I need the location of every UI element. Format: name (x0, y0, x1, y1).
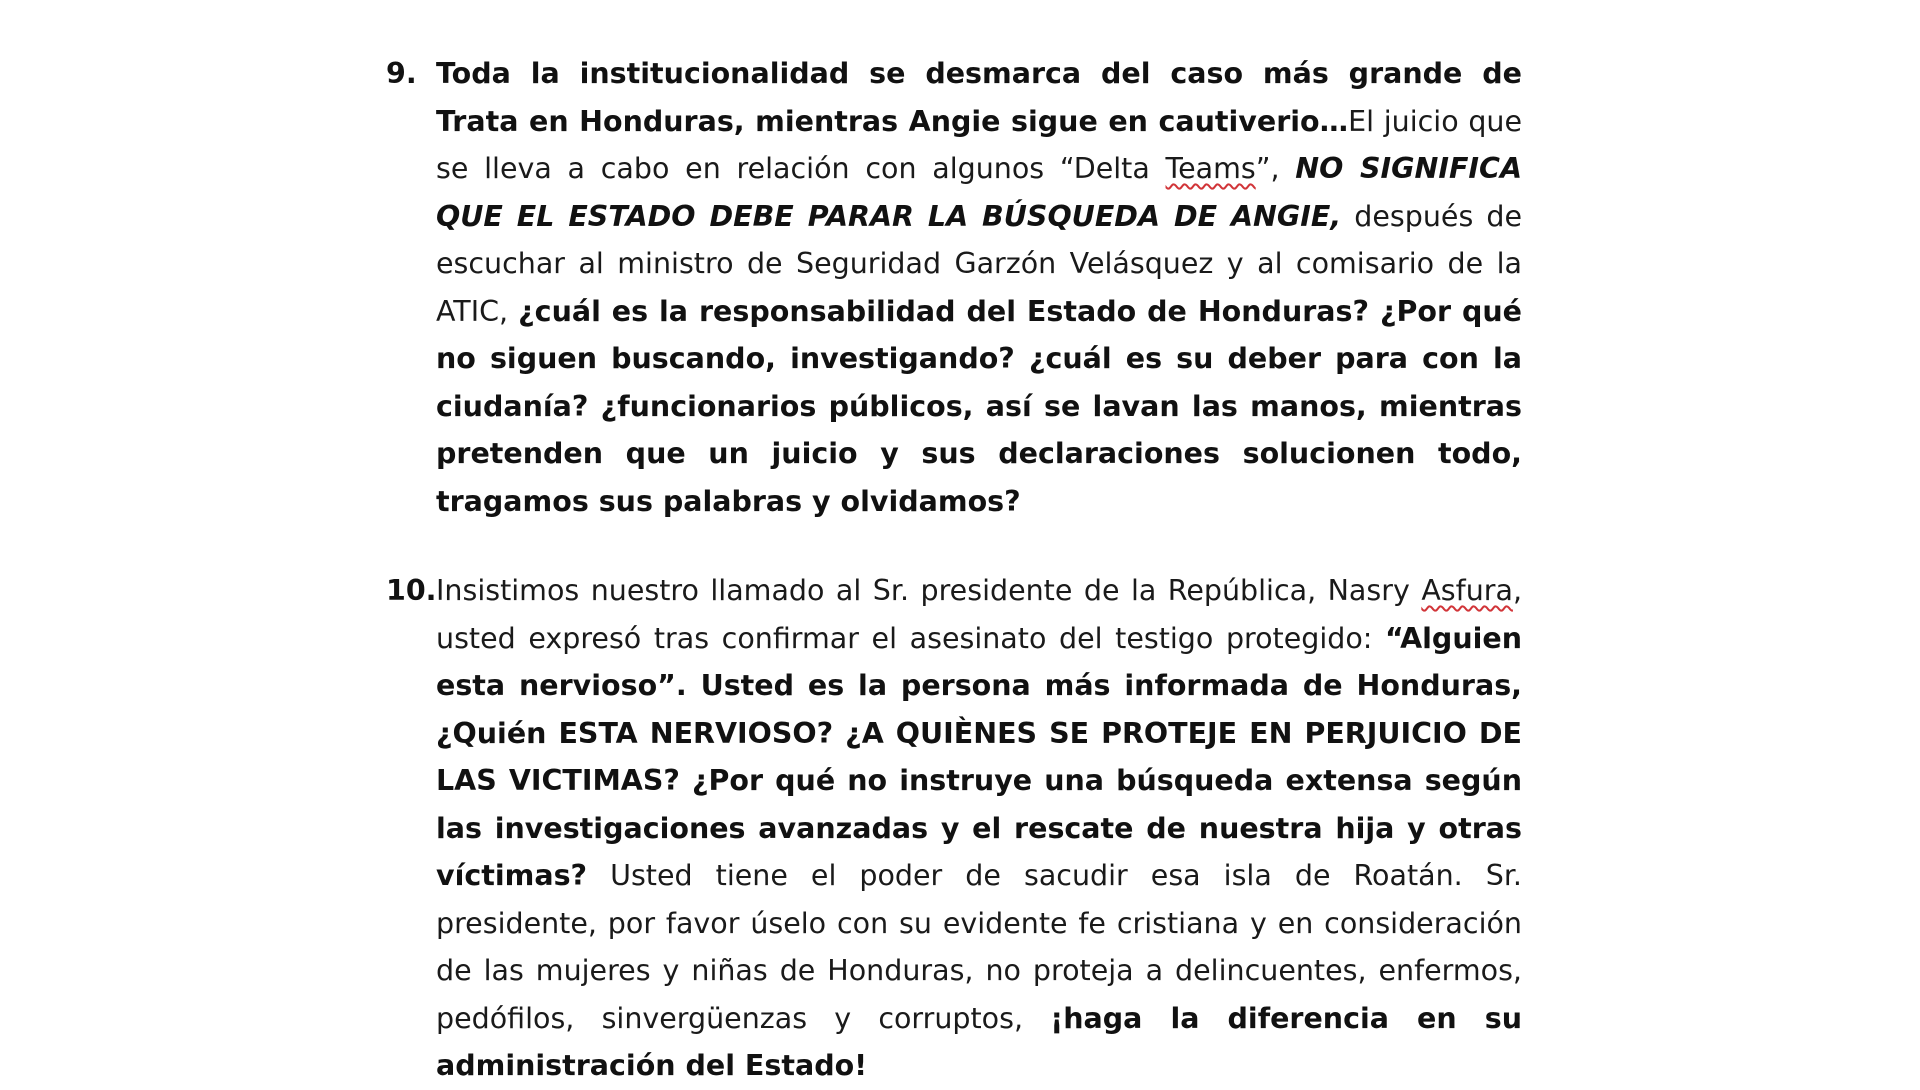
body-text: después de escuchar al ministro de Seguridad Garzón Velásquez y al comisario de la ATIC, (436, 199, 1523, 328)
list-number: 10. (386, 574, 437, 607)
spellcheck-word[interactable]: Teams (1165, 152, 1256, 185)
bold-italic-text: NO SIGNIFICA QUE EL ESTADO DEBE PARAR LA BÚSQUEDA DE ANGIE, (436, 152, 1523, 233)
paragraph-9 (436, 50, 1522, 525)
bold-text: ¡haga la diferencia en su administración del Estado! (436, 1001, 1522, 1082)
body-text: El juicio que se lleva a cabo en relación con algunos “Delta (436, 104, 1523, 185)
spellcheck-word[interactable]: Asfura (1421, 574, 1513, 607)
list-number: 9. (386, 57, 417, 90)
bold-text: Toda la institucionalidad se desmarca del caso más grande de Trata en Honduras, mientras Angie sigue en cautiverio… (436, 57, 1522, 138)
bold-text: “Alguien esta nervioso”. Usted es la persona más informada de Honduras, ¿Quién ESTA NERVIOSO? ¿A QUIÈNES SE PROTEJE EN PERJUICIO DE LAS VICTIMAS? ¿Por qué no instruye una búsqueda extensa según las investigaciones avanzadas y el rescate de nuestra hija y otras víctimas? (436, 621, 1522, 892)
body-text: ”, (1255, 152, 1296, 185)
body-text: , usted expresó tras confirmar el asesinato del testigo protegido: (436, 574, 1522, 655)
paragraph-10 (436, 567, 1522, 1090)
list-item-9 (386, 50, 1522, 525)
body-text: Usted tiene el poder de sacudir esa isla de Roatán. Sr. presidente, por favor úselo con su evidente fe cristiana y en consideración de las mujeres y niñas de Honduras, no proteja a delincuentes, enfermos, pedófilos, sinvergüenzas y corruptos, (436, 859, 1522, 1035)
list-item-10 (386, 567, 1522, 1090)
body-text: Insistimos nuestro llamado al Sr. presidente de la República, Nasry (436, 574, 1422, 607)
bold-text: ¿cuál es la responsabilidad del Estado de Honduras? ¿Por qué no siguen buscando, investigando? ¿cuál es su deber para con la ciudanía? ¿funcionarios públicos, así se lavan las manos, mientras pretenden que un juicio y sus declaraciones solucionen todo, tragamos sus palabras y olvidamos? (436, 294, 1522, 518)
